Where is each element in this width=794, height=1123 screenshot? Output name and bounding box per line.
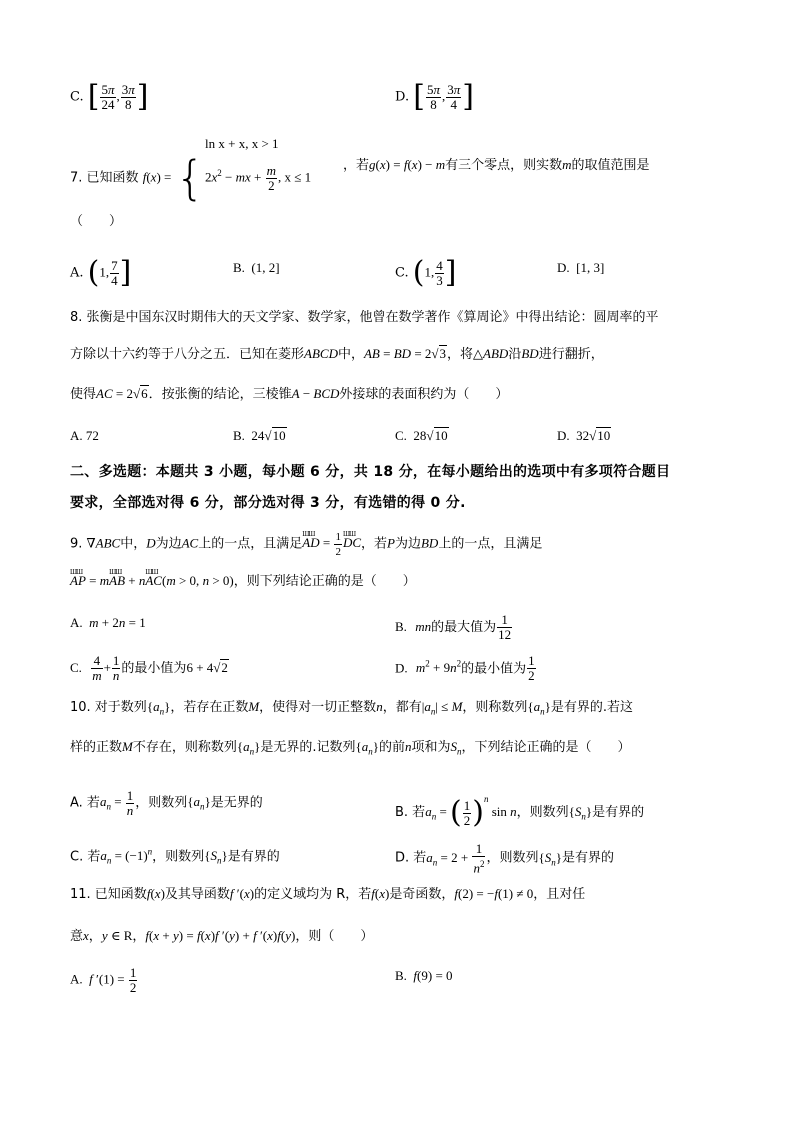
- q10-option-d: D. 若$a_n = 2$ + $\frac{1}{n^2}$ ，则数列$\{S_n\}$是有界的: [395, 841, 614, 876]
- q7-option-b: B. (1, 2]: [233, 260, 280, 275]
- q7-option-a: A. (1, $\frac{7}{4}$ ]: [70, 255, 132, 290]
- q10-option-a: A. 若$a_n$ = $\frac{1}{n}$ ，则数列$\{a_n\}$是无界的: [70, 788, 263, 818]
- q7-blank: （ ）: [70, 214, 123, 229]
- q9-option-b: B. mn的最大值为 $\frac{1}{12}$: [395, 612, 512, 642]
- q6-option-d: D. [ $\frac{5\pi}{8}$ , $\frac{3\pi}{4}$ ]: [395, 79, 474, 114]
- q8-option-d: D. 32√10: [557, 428, 611, 443]
- q10-option-c: C. 若$a_n = (-1)^n$，则数列$\{S_n\}$是有界的: [70, 847, 280, 866]
- q9-line1: 9. ∇ABC中，D为边AC上的一点，且满足ШШ AD = $\frac{1}{2}$ ШШ DC，若P为边BD上的一点，且满足: [70, 530, 542, 559]
- q9-line2: ШШ AP = mШШ AB + nШШ AC(m > 0, n > 0)，则下列结论正确的是（ ）: [70, 571, 416, 592]
- q10-line1: 10. 对于数列$\{a_n\}$，若存在正数M，使得对一切正整数n，都有$|a_n| \le M$，则称数列$\{a_n\}$是有界的.若这: [70, 699, 634, 717]
- q7-option-d: D. [1, 3]: [557, 260, 605, 275]
- q8-option-b: B. 24√10: [233, 428, 286, 443]
- q11-line2: 意x，y ∈ R，f(x + y) = f(x)f ′(y) + f ′(x)f(y)，则（ ）: [70, 928, 374, 944]
- q11-line1: 11. 已知函数f(x)及其导函数f ′(x)的定义域均为 R，若f(x)是奇函数，f(2) = −f(1) ≠ 0，且对任: [70, 886, 586, 902]
- q7-case1: ln x + x, x > 1: [205, 136, 279, 151]
- q7-stem: 7. 已知函数 f(x) = {: [70, 151, 205, 205]
- q10-line2: 样的正数M不存在，则称数列$\{a_n\}$是无界的.记数列$\{a_n\}$的前n项和为$S_n$，下列结论正确的是（ ）: [70, 739, 631, 757]
- q11-option-b: B. f(9) = 0: [395, 968, 453, 983]
- q8-line3: 使得AC = 2√6．按张衡的结论，三棱锥A − BCD外接球的表面积约为（ ）: [70, 386, 509, 402]
- q8-option-a: A. 72: [70, 428, 99, 443]
- q7-option-c: C. (1, $\frac{4}{3}$ ]: [395, 255, 457, 290]
- q10-option-b: B. 若$a_n$ = ( $\frac{1}{2}$ )$^n$ sin n，则数列$\{S_n\}$是有界的: [395, 794, 645, 831]
- section-heading-line1: 二、多选题：本题共 3 小题，每小题 6 分，共 18 分，在每小题给出的选项中有多项符合题目: [70, 464, 671, 480]
- q9-option-d: D. $m^2 + 9n^2$的最小值为 $\frac{1}{2}$: [395, 653, 535, 684]
- section-heading-line2: 要求，全部选对得 6 分，部分选对得 3 分，有选错的得 0 分.: [70, 495, 466, 511]
- q9-option-c: C. $\frac{4}{m}$ + $\frac{1}{n}$ 的最小值为6 + 4√2: [70, 653, 228, 683]
- q7-stem-tail: ，若g(x) = f(x) − m有三个零点，则实数m的取值范围是: [343, 157, 650, 173]
- q11-option-a: A. f ′(1) = $\frac{1}{2}$: [70, 965, 137, 995]
- q8-option-c: C. 28√10: [395, 428, 448, 443]
- q6-option-c: C. [ $\frac{5\pi}{24}$ , $\frac{3\pi}{8}$ ]: [70, 79, 149, 114]
- q7-case2: $2x^2$ − mx + $\frac{m}{2}$ , x ≤ 1: [205, 162, 312, 193]
- q8-line1: 8. 张衡是中国东汉时期伟大的天文学家、数学家，他曾在数学著作《算周论》中得出结论：圆周率的平: [70, 310, 659, 325]
- q9-option-a: A. m + 2n = 1: [70, 615, 146, 630]
- q8-line2: 方除以十六约等于八分之五．已知在菱形ABCD中，AB = BD = 2√3，将△ABD沿BD进行翻折，: [70, 346, 604, 362]
